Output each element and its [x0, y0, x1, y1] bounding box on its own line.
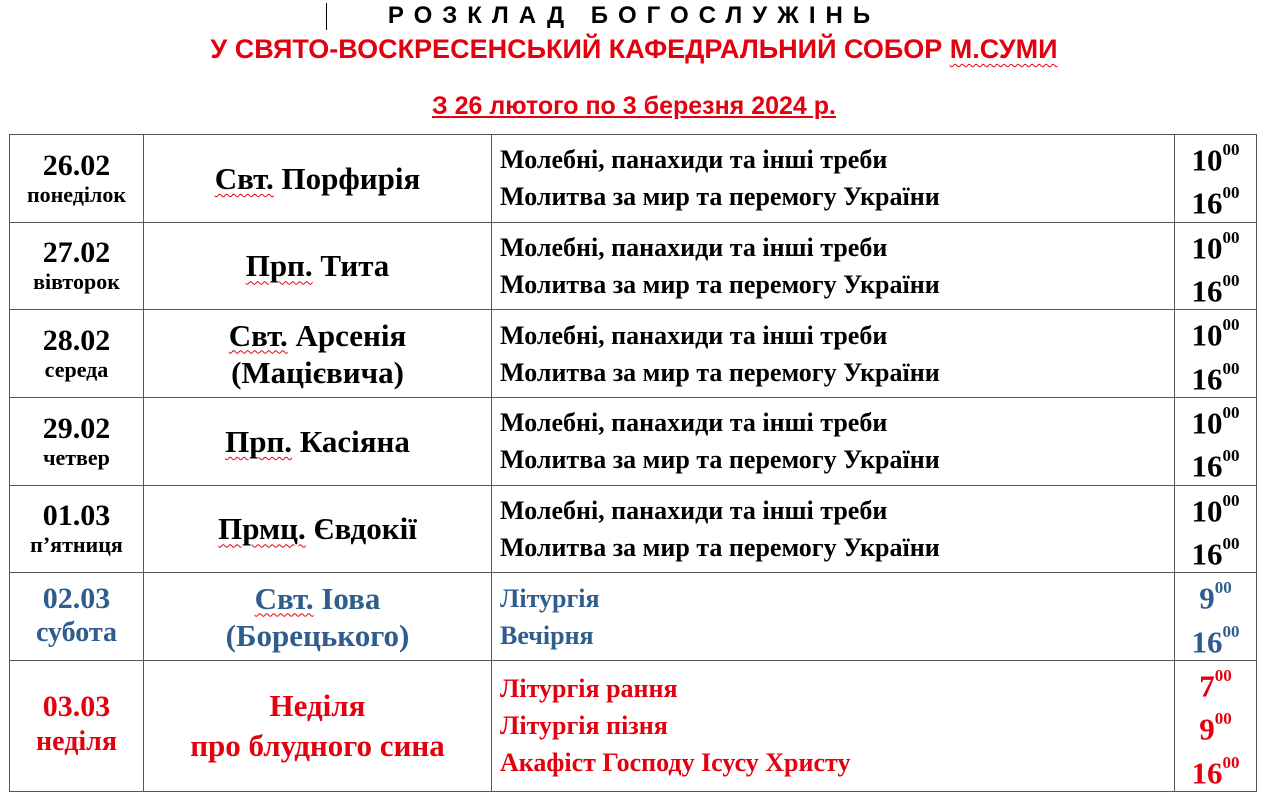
schedule-title: РОЗКЛАД БОГОСЛУЖІНЬ [387, 2, 881, 29]
saint-name [144, 580, 491, 617]
saint-cell [144, 310, 492, 398]
date-cell [10, 222, 144, 310]
subtitle-city: М.СУМИ [949, 34, 1058, 64]
times-cell [1175, 397, 1257, 485]
saint-name: Неділя [269, 687, 366, 723]
service-item: Літургія рання [500, 674, 678, 704]
date-cell [10, 135, 144, 223]
row-date: 02.03 [42, 582, 111, 616]
times-cell [1175, 135, 1257, 223]
services-cell [492, 135, 1175, 223]
saint-cell [144, 397, 492, 485]
row-weekday: середа [44, 357, 109, 383]
row-date: 29.02 [42, 411, 111, 445]
row-weekday: понеділок [26, 181, 127, 207]
service-item: Літургія пізня [500, 711, 668, 741]
service-time: $16^{00}$ [1191, 752, 1240, 790]
saint-rest: Касіяна [292, 423, 410, 459]
saint-name [144, 317, 491, 354]
service-time: $10^{00}$ [1191, 227, 1240, 265]
times-cell [1175, 485, 1257, 573]
saint-name [144, 510, 491, 547]
date-cell [10, 310, 144, 398]
row-date: 28.02 [42, 324, 111, 358]
row-date: 03.03 [42, 690, 111, 724]
saint-rest: Євдокії [305, 511, 417, 547]
service-item: Молебні, панахиди та інші треби [500, 232, 888, 262]
saint-rest: Порфирія [273, 160, 421, 196]
saint-name [144, 160, 491, 197]
schedule-row-saturday [10, 573, 1257, 661]
saint-title: Свт. [214, 160, 274, 196]
service-time: $10^{00}$ [1191, 490, 1240, 528]
date-cell [10, 397, 144, 485]
row-weekday: п’ятниця [30, 532, 123, 558]
services-cell [492, 222, 1175, 310]
schedule-row [10, 222, 1257, 310]
schedule-row [10, 397, 1257, 485]
date-cell [10, 573, 144, 661]
saint-name [144, 247, 491, 284]
service-item: Молитва за мир та перемогу України [500, 269, 940, 299]
service-item: Молитва за мир та перемогу України [500, 445, 940, 475]
service-time: $16^{00}$ [1191, 446, 1240, 484]
schedule-row [10, 310, 1257, 398]
times-cell [1175, 222, 1257, 310]
saint-name-line2: (Мацієвича) [231, 354, 404, 390]
service-item: Акафіст Господу Ісусу Христу [500, 748, 851, 778]
service-time: $7^{00}$ [1199, 665, 1232, 704]
service-time: $16^{00}$ [1191, 183, 1240, 221]
saint-rest: Арсенія [287, 317, 407, 353]
services-cell [492, 573, 1175, 661]
saint-rest: Іова [313, 580, 381, 616]
service-time: $9^{00}$ [1199, 709, 1232, 747]
service-item: Молитва за мир та перемогу України [500, 182, 940, 212]
service-time: $16^{00}$ [1191, 533, 1240, 572]
saint-title: Свт. [228, 317, 288, 353]
times-cell [1175, 573, 1257, 661]
service-time: $10^{00}$ [1191, 402, 1240, 441]
text-cursor [326, 3, 327, 30]
row-weekday: четвер [43, 444, 110, 470]
services-cell [492, 485, 1175, 573]
saint-cell [144, 222, 492, 310]
service-time: $10^{00}$ [1191, 315, 1240, 353]
saint-name-line2: (Борецького) [225, 617, 410, 653]
saint-cell [144, 660, 492, 791]
schedule-subtitle [0, 34, 1268, 65]
schedule-period: З 26 лютого по 3 березня 2024 р. [432, 92, 836, 120]
row-weekday: неділя [36, 726, 117, 758]
service-item: Молитва за мир та перемогу України [500, 357, 940, 387]
saint-cell [144, 135, 492, 223]
schedule-row [10, 135, 1257, 223]
saint-title: Прп. [245, 248, 313, 284]
date-cell [10, 485, 144, 573]
service-item: Літургія [500, 583, 600, 613]
saint-cell [144, 573, 492, 661]
times-cell [1175, 310, 1257, 398]
date-cell [10, 660, 144, 791]
saint-cell [144, 485, 492, 573]
schedule-row-sunday [10, 660, 1257, 791]
service-item: Молебні, панахиди та інші треби [500, 145, 888, 175]
row-date: 27.02 [42, 236, 111, 270]
service-item: Молитва за мир та перемогу України [500, 532, 940, 562]
row-date: 01.03 [42, 499, 111, 533]
saint-name [144, 423, 491, 460]
services-cell [492, 660, 1175, 791]
service-time: $16^{00}$ [1191, 358, 1240, 396]
saint-title: Прп. [225, 423, 293, 459]
service-item: Молебні, панахиди та інші треби [500, 495, 888, 525]
service-item: Молебні, панахиди та інші треби [500, 408, 888, 438]
services-cell [492, 397, 1175, 485]
service-item: Молебні, панахиди та інші треби [500, 320, 888, 350]
row-weekday: вівторок [33, 269, 120, 295]
service-time: $10^{00}$ [1191, 140, 1240, 178]
schedule-row [10, 485, 1257, 573]
schedule-table [9, 134, 1257, 792]
row-weekday: субота [35, 617, 118, 649]
row-date: 26.02 [42, 148, 111, 182]
saint-title: Прмц. [218, 511, 306, 547]
service-time: $16^{00}$ [1191, 270, 1240, 309]
saint-rest: Тита [312, 248, 390, 284]
service-time: $9^{00}$ [1199, 578, 1232, 616]
subtitle-cathedral: У СВЯТО-ВОСКРЕСЕНСЬКИЙ КАФЕДРАЛЬНИЙ СОБОР [210, 34, 950, 64]
times-cell [1175, 660, 1257, 791]
saint-name-line2: про блудного сина [190, 727, 445, 763]
service-item: Вечірня [500, 620, 594, 650]
services-cell [492, 310, 1175, 398]
saint-title: Свт. [254, 580, 314, 616]
service-time: $16^{00}$ [1191, 621, 1240, 659]
